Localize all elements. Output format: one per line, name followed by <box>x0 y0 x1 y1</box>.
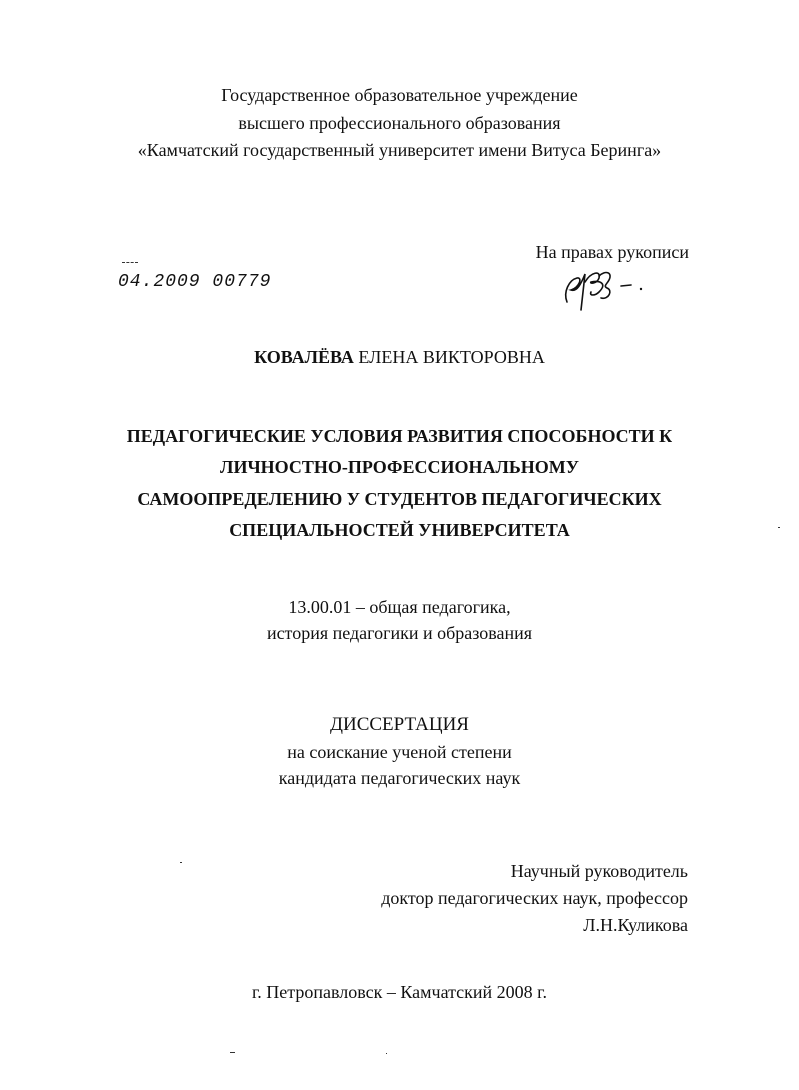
supervisor-degree: доктор педагогических наук, профессор <box>381 888 688 908</box>
work-type-line-2: на соискание ученой степени <box>287 742 512 762</box>
scan-speck <box>386 1053 387 1054</box>
specialty-line-2: история педагогики и образования <box>266 623 533 643</box>
work-type-heading: ДИССЕРТАЦИЯ <box>330 714 469 735</box>
author-name <box>0 346 799 368</box>
institution-line-3: «Камчатский государственный университет имени Витуса Беринга» <box>137 140 662 160</box>
stamp-dash-mark <box>122 262 138 264</box>
author-given-names: ЕЛЕНА ВИКТОРОВНА <box>358 347 545 367</box>
title-line-2: ЛИЧНОСТНО-ПРОФЕССИОНАЛЬНОМУ <box>220 457 579 477</box>
institution-line-2: высшего профессионального образования <box>238 113 561 133</box>
rights-note: На правах рукописи <box>535 242 689 262</box>
specialty-line-1: 13.00.01 – общая педагогика, <box>288 597 511 617</box>
supervisor-name: Л.Н.Куликова <box>583 915 688 935</box>
scan-speck <box>180 862 182 863</box>
city-year: г. Петропавловск – Камчатский 2008 г. <box>251 982 548 1002</box>
author-surname: КОВАЛЁВА <box>254 347 354 367</box>
scan-speck <box>230 1052 235 1053</box>
work-type-line-3: кандидата педагогических наук <box>278 768 521 788</box>
archive-stamp: 04.2009 00779 <box>118 272 272 292</box>
title-line-4: СПЕЦИАЛЬНОСТЕЙ УНИВЕРСИТЕТА <box>229 520 570 540</box>
handwritten-signature <box>555 262 655 317</box>
title-line-3: САМООПРЕДЕЛЕНИЮ У СТУДЕНТОВ ПЕДАГОГИЧЕСКИХ <box>137 489 662 509</box>
supervisor-role: Научный руководитель <box>510 861 688 881</box>
title-line-1: ПЕДАГОГИЧЕСКИЕ УСЛОВИЯ РАЗВИТИЯ СПОСОБНОСТИ К <box>126 426 673 446</box>
scan-speck <box>778 527 780 528</box>
institution-line-1: Государственное образовательное учреждение <box>221 85 578 105</box>
